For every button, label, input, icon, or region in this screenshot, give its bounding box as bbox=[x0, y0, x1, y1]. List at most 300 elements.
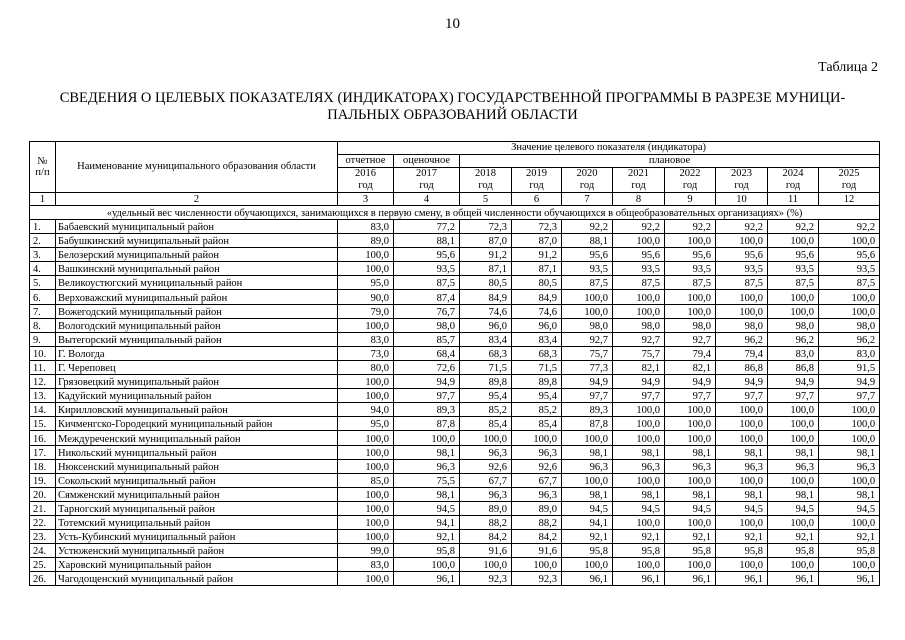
indicator-value: 77,2 bbox=[394, 220, 460, 234]
document-title bbox=[30, 90, 875, 124]
indicator-value: 96,0 bbox=[512, 318, 562, 332]
indicator-value: 100,0 bbox=[665, 417, 716, 431]
indicator-value: 100,0 bbox=[665, 515, 716, 529]
indicator-value: 95,6 bbox=[716, 248, 768, 262]
indicator-value: 67,7 bbox=[460, 473, 512, 487]
indicator-value: 96,1 bbox=[562, 572, 613, 586]
indicator-value: 96,3 bbox=[716, 459, 768, 473]
indicator-value: 89,0 bbox=[338, 234, 394, 248]
indicator-value: 93,5 bbox=[394, 262, 460, 276]
indicator-value: 100,0 bbox=[716, 417, 768, 431]
indicator-value: 92,2 bbox=[768, 220, 819, 234]
indicator-value: 99,0 bbox=[338, 544, 394, 558]
indicator-value: 100,0 bbox=[562, 473, 613, 487]
indicator-value: 79,4 bbox=[665, 346, 716, 360]
indicator-value: 98,1 bbox=[716, 487, 768, 501]
indicator-value: 100,0 bbox=[338, 572, 394, 586]
indicator-value: 91,2 bbox=[460, 248, 512, 262]
row-number: 12. bbox=[30, 375, 56, 389]
indicator-value: 92,1 bbox=[562, 530, 613, 544]
column-number: 4 bbox=[394, 193, 460, 206]
indicator-value: 100,0 bbox=[562, 558, 613, 572]
row-number: 14. bbox=[30, 403, 56, 417]
indicator-value: 98,0 bbox=[562, 318, 613, 332]
column-number: 3 bbox=[338, 193, 394, 206]
indicator-value: 100,0 bbox=[768, 403, 819, 417]
indicator-value: 100,0 bbox=[665, 558, 716, 572]
indicator-value: 94,9 bbox=[394, 375, 460, 389]
row-number: 1. bbox=[30, 220, 56, 234]
indicator-value: 91,6 bbox=[512, 544, 562, 558]
indicator-value: 86,8 bbox=[716, 360, 768, 374]
indicator-value: 92,3 bbox=[512, 572, 562, 586]
row-number: 19. bbox=[30, 473, 56, 487]
year-value: 2016 bbox=[355, 168, 376, 179]
indicator-value: 84,9 bbox=[460, 290, 512, 304]
indicator-value: 93,5 bbox=[768, 262, 819, 276]
planned-header: плановое bbox=[460, 155, 880, 168]
indicator-value: 98,1 bbox=[768, 445, 819, 459]
indicator-value: 96,2 bbox=[768, 332, 819, 346]
indicator-value: 83,0 bbox=[338, 332, 394, 346]
indicator-value: 94,5 bbox=[394, 501, 460, 515]
municipality-name: Тарногский муниципальный район bbox=[56, 501, 338, 515]
municipality-name: Устюженский муниципальный район bbox=[56, 544, 338, 558]
municipality-name: Чагодощенский муниципальный район bbox=[56, 572, 338, 586]
indicator-value: 100,0 bbox=[338, 318, 394, 332]
column-number: 6 bbox=[512, 193, 562, 206]
column-number: 12 bbox=[819, 193, 880, 206]
indicator-value: 100,0 bbox=[716, 234, 768, 248]
indicator-value: 89,3 bbox=[394, 403, 460, 417]
indicator-value: 83,0 bbox=[338, 220, 394, 234]
table-row bbox=[30, 487, 880, 501]
indicator-value: 100,0 bbox=[512, 431, 562, 445]
indicator-value: 100,0 bbox=[562, 304, 613, 318]
indicator-value: 79,0 bbox=[338, 304, 394, 318]
table-row bbox=[30, 220, 880, 234]
year-value: 2019 bbox=[526, 168, 547, 179]
municipality-name: Сямженский муниципальный район bbox=[56, 487, 338, 501]
table-row bbox=[30, 445, 880, 459]
indicator-value: 96,3 bbox=[460, 487, 512, 501]
indicator-value: 94,9 bbox=[613, 375, 665, 389]
indicator-value: 89,3 bbox=[562, 403, 613, 417]
indicator-value: 98,0 bbox=[819, 318, 880, 332]
indicator-value: 96,2 bbox=[716, 332, 768, 346]
indicator-value: 97,7 bbox=[394, 389, 460, 403]
municipality-name: Вашкинский муниципальный район bbox=[56, 262, 338, 276]
indicator-value: 95,0 bbox=[338, 276, 394, 290]
year-word: год bbox=[734, 180, 749, 191]
table-row bbox=[30, 473, 880, 487]
indicator-value: 96,3 bbox=[460, 445, 512, 459]
indicator-value: 87,5 bbox=[768, 276, 819, 290]
indicator-value: 92,2 bbox=[562, 220, 613, 234]
indicator-value: 98,1 bbox=[768, 487, 819, 501]
table-row bbox=[30, 346, 880, 360]
indicator-value: 100,0 bbox=[665, 304, 716, 318]
row-number: 8. bbox=[30, 318, 56, 332]
indicator-value: 100,0 bbox=[338, 445, 394, 459]
indicator-value: 91,5 bbox=[819, 360, 880, 374]
indicator-value: 100,0 bbox=[768, 515, 819, 529]
indicator-value: 85,7 bbox=[394, 332, 460, 346]
indicator-value: 92,2 bbox=[613, 220, 665, 234]
indicator-value: 96,3 bbox=[613, 459, 665, 473]
indicator-value: 85,0 bbox=[338, 473, 394, 487]
indicator-value: 92,2 bbox=[819, 220, 880, 234]
municipality-name: Вожегодский муниципальный район bbox=[56, 304, 338, 318]
indicator-value: 80,5 bbox=[460, 276, 512, 290]
year-header-2016 bbox=[338, 168, 394, 193]
indicator-value: 93,5 bbox=[716, 262, 768, 276]
indicator-value: 95,6 bbox=[394, 248, 460, 262]
table-row bbox=[30, 360, 880, 374]
table-row bbox=[30, 417, 880, 431]
indicator-value: 75,7 bbox=[613, 346, 665, 360]
indicator-value: 88,1 bbox=[562, 234, 613, 248]
name-column-header: Наименование муниципального образования области bbox=[56, 142, 338, 193]
year-header-2025 bbox=[819, 168, 880, 193]
indicator-value: 80,5 bbox=[512, 276, 562, 290]
indicator-value: 96,3 bbox=[768, 459, 819, 473]
indicator-value: 92,1 bbox=[819, 530, 880, 544]
indicator-value: 96,3 bbox=[665, 459, 716, 473]
indicator-value: 92,1 bbox=[716, 530, 768, 544]
indicator-value: 100,0 bbox=[338, 375, 394, 389]
column-number: 7 bbox=[562, 193, 613, 206]
indicator-value: 72,3 bbox=[460, 220, 512, 234]
indicator-value: 98,1 bbox=[394, 445, 460, 459]
indicator-value: 87,8 bbox=[394, 417, 460, 431]
table-row bbox=[30, 530, 880, 544]
indicator-value: 100,0 bbox=[768, 234, 819, 248]
num-column-header: № п/п bbox=[30, 142, 56, 193]
indicator-value: 68,3 bbox=[460, 346, 512, 360]
year-header-2024 bbox=[768, 168, 819, 193]
row-number: 3. bbox=[30, 248, 56, 262]
indicator-value: 96,3 bbox=[394, 459, 460, 473]
indicator-value: 98,1 bbox=[665, 445, 716, 459]
indicator-value: 87,0 bbox=[512, 234, 562, 248]
row-number: 17. bbox=[30, 445, 56, 459]
row-number: 25. bbox=[30, 558, 56, 572]
title-line-2: ПАЛЬНЫХ ОБРАЗОВАНИЙ ОБЛАСТИ bbox=[327, 107, 578, 123]
indicator-value: 98,0 bbox=[665, 318, 716, 332]
indicator-value: 100,0 bbox=[716, 304, 768, 318]
indicator-value: 100,0 bbox=[613, 234, 665, 248]
column-number: 2 bbox=[56, 193, 338, 206]
table-row bbox=[30, 318, 880, 332]
indicator-value: 94,0 bbox=[338, 403, 394, 417]
indicator-value: 85,4 bbox=[512, 417, 562, 431]
indicator-value: 68,4 bbox=[394, 346, 460, 360]
table-row bbox=[30, 304, 880, 318]
indicator-value: 94,9 bbox=[768, 375, 819, 389]
year-value: 2025 bbox=[838, 168, 860, 179]
indicator-value: 87,1 bbox=[512, 262, 562, 276]
year-word: год bbox=[841, 180, 857, 191]
indicator-value: 100,0 bbox=[716, 473, 768, 487]
indicator-value: 100,0 bbox=[394, 431, 460, 445]
year-word: год bbox=[682, 180, 698, 191]
indicator-value: 87,1 bbox=[460, 262, 512, 276]
indicator-value: 88,2 bbox=[460, 515, 512, 529]
row-number: 10. bbox=[30, 346, 56, 360]
year-word: год bbox=[419, 180, 434, 191]
indicator-value: 100,0 bbox=[460, 558, 512, 572]
indicator-value: 98,0 bbox=[394, 318, 460, 332]
indicator-value: 94,5 bbox=[665, 501, 716, 515]
indicator-value: 96,2 bbox=[819, 332, 880, 346]
indicator-value: 100,0 bbox=[613, 290, 665, 304]
indicator-value: 100,0 bbox=[665, 234, 716, 248]
indicator-value: 100,0 bbox=[819, 558, 880, 572]
indicator-value: 100,0 bbox=[768, 558, 819, 572]
column-number: 10 bbox=[716, 193, 768, 206]
indicator-value: 87,5 bbox=[394, 276, 460, 290]
year-value: 2024 bbox=[782, 168, 804, 179]
indicator-value: 100,0 bbox=[562, 290, 613, 304]
indicator-value: 93,5 bbox=[562, 262, 613, 276]
indicator-value: 98,1 bbox=[562, 445, 613, 459]
indicator-value: 100,0 bbox=[768, 431, 819, 445]
column-number: 11 bbox=[768, 193, 819, 206]
indicator-value: 100,0 bbox=[819, 403, 880, 417]
indicator-value: 100,0 bbox=[613, 431, 665, 445]
municipality-name: Никольский муниципальный район bbox=[56, 445, 338, 459]
row-number: 16. bbox=[30, 431, 56, 445]
year-word: год bbox=[631, 180, 646, 191]
indicator-value: 100,0 bbox=[338, 389, 394, 403]
indicator-value: 96,3 bbox=[512, 487, 562, 501]
indicator-value: 74,6 bbox=[460, 304, 512, 318]
indicator-value: 87,4 bbox=[394, 290, 460, 304]
indicator-value: 100,0 bbox=[819, 304, 880, 318]
indicator-value: 100,0 bbox=[338, 530, 394, 544]
indicator-value: 87,5 bbox=[613, 276, 665, 290]
row-number: 2. bbox=[30, 234, 56, 248]
indicator-value: 95,6 bbox=[562, 248, 613, 262]
indicator-value: 96,1 bbox=[613, 572, 665, 586]
indicator-value: 86,8 bbox=[768, 360, 819, 374]
indicator-value: 100,0 bbox=[338, 262, 394, 276]
year-value: 2021 bbox=[628, 168, 649, 179]
indicator-value: 98,1 bbox=[665, 487, 716, 501]
year-header-2018 bbox=[460, 168, 512, 193]
indicator-value: 100,0 bbox=[338, 248, 394, 262]
table-row bbox=[30, 290, 880, 304]
indicator-value: 100,0 bbox=[512, 558, 562, 572]
indicator-value: 76,7 bbox=[394, 304, 460, 318]
indicator-value: 89,8 bbox=[512, 375, 562, 389]
indicator-value: 92,1 bbox=[768, 530, 819, 544]
year-word: год bbox=[358, 180, 373, 191]
indicator-value: 97,7 bbox=[562, 389, 613, 403]
indicator-value: 77,3 bbox=[562, 360, 613, 374]
indicator-value: 89,0 bbox=[460, 501, 512, 515]
indicator-value: 87,8 bbox=[562, 417, 613, 431]
title-line-1: СВЕДЕНИЯ О ЦЕЛЕВЫХ ПОКАЗАТЕЛЯХ (ИНДИКАТОРАХ) ГОСУДАРСТВЕННОЙ ПРОГРАММЫ В РАЗРЕЗЕ МУНИЦИ- bbox=[59, 90, 846, 106]
indicator-value: 95,8 bbox=[613, 544, 665, 558]
indicator-value: 87,5 bbox=[562, 276, 613, 290]
indicator-value: 94,9 bbox=[665, 375, 716, 389]
column-number: 5 bbox=[460, 193, 512, 206]
municipality-name: Белозерский муниципальный район bbox=[56, 248, 338, 262]
indicator-value: 71,5 bbox=[512, 360, 562, 374]
indicator-value: 100,0 bbox=[562, 431, 613, 445]
year-header-2019 bbox=[512, 168, 562, 193]
indicator-value: 100,0 bbox=[716, 558, 768, 572]
row-number: 15. bbox=[30, 417, 56, 431]
indicator-value: 96,3 bbox=[512, 445, 562, 459]
row-number: 18. bbox=[30, 459, 56, 473]
indicator-value: 96,1 bbox=[716, 572, 768, 586]
municipality-name: Грязовецкий муниципальный район bbox=[56, 375, 338, 389]
year-value: 2023 bbox=[731, 168, 752, 179]
indicator-value: 100,0 bbox=[613, 417, 665, 431]
indicator-value: 83,0 bbox=[338, 558, 394, 572]
municipality-name: Харовский муниципальный район bbox=[56, 558, 338, 572]
indicator-value: 100,0 bbox=[613, 403, 665, 417]
indicator-value: 100,0 bbox=[338, 501, 394, 515]
municipality-name: Кичменгско-Городецкий муниципальный район bbox=[56, 417, 338, 431]
indicator-value: 100,0 bbox=[716, 515, 768, 529]
municipality-name: Сокольский муниципальный район bbox=[56, 473, 338, 487]
page-number: 10 bbox=[445, 16, 460, 32]
table-row bbox=[30, 276, 880, 290]
estimated-header: оценочное bbox=[394, 155, 460, 168]
indicator-value: 92,6 bbox=[460, 459, 512, 473]
indicator-value: 96,1 bbox=[768, 572, 819, 586]
municipality-name: Вытегорский муниципальный район bbox=[56, 332, 338, 346]
row-number: 13. bbox=[30, 389, 56, 403]
indicator-value: 92,7 bbox=[665, 332, 716, 346]
indicator-value: 98,0 bbox=[613, 318, 665, 332]
indicator-value: 73,0 bbox=[338, 346, 394, 360]
indicator-value: 87,5 bbox=[819, 276, 880, 290]
indicator-value: 93,5 bbox=[613, 262, 665, 276]
indicator-row bbox=[30, 206, 880, 220]
table-row bbox=[30, 501, 880, 515]
indicator-value: 100,0 bbox=[768, 290, 819, 304]
indicator-value: 85,2 bbox=[512, 403, 562, 417]
indicator-value: 100,0 bbox=[665, 431, 716, 445]
indicator-value: 100,0 bbox=[665, 403, 716, 417]
indicator-value: 92,1 bbox=[394, 530, 460, 544]
indicator-value: 92,2 bbox=[665, 220, 716, 234]
indicator-value: 100,0 bbox=[768, 304, 819, 318]
indicator-value: 84,2 bbox=[512, 530, 562, 544]
year-header-2021 bbox=[613, 168, 665, 193]
indicator-value: 100,0 bbox=[819, 431, 880, 445]
indicator-value: 100,0 bbox=[613, 304, 665, 318]
indicator-value: 98,1 bbox=[716, 445, 768, 459]
table-row bbox=[30, 332, 880, 346]
indicator-value: 94,5 bbox=[562, 501, 613, 515]
municipality-name: Вологодский муниципальный район bbox=[56, 318, 338, 332]
municipality-name: Кирилловский муниципальный район bbox=[56, 403, 338, 417]
indicator-value: 92,2 bbox=[716, 220, 768, 234]
indicator-value: 98,1 bbox=[394, 487, 460, 501]
indicator-value: 89,0 bbox=[512, 501, 562, 515]
indicator-value: 100,0 bbox=[338, 487, 394, 501]
indicator-value: 100,0 bbox=[819, 473, 880, 487]
indicator-value: 94,5 bbox=[613, 501, 665, 515]
table-row bbox=[30, 262, 880, 276]
indicator-value: 100,0 bbox=[665, 473, 716, 487]
row-number: 22. bbox=[30, 515, 56, 529]
year-value: 2020 bbox=[576, 168, 598, 179]
indicator-value: 95,4 bbox=[460, 389, 512, 403]
indicator-value: 74,6 bbox=[512, 304, 562, 318]
indicator-value: 92,7 bbox=[562, 332, 613, 346]
year-header-2017 bbox=[394, 168, 460, 193]
indicator-value: 92,6 bbox=[512, 459, 562, 473]
indicator-value: 83,4 bbox=[460, 332, 512, 346]
indicator-value: 94,5 bbox=[819, 501, 880, 515]
indicator-value: 95,8 bbox=[768, 544, 819, 558]
indicator-value: 97,7 bbox=[819, 389, 880, 403]
indicator-value: 100,0 bbox=[338, 431, 394, 445]
indicator-value: 93,5 bbox=[665, 262, 716, 276]
municipality-name: Тотемский муниципальный район bbox=[56, 515, 338, 529]
indicator-value: 100,0 bbox=[613, 515, 665, 529]
indicator-value: 84,2 bbox=[460, 530, 512, 544]
indicator-value: 95,6 bbox=[819, 248, 880, 262]
indicator-value: 80,0 bbox=[338, 360, 394, 374]
year-header-2023 bbox=[716, 168, 768, 193]
indicator-value: 95,8 bbox=[716, 544, 768, 558]
indicator-value: 94,9 bbox=[819, 375, 880, 389]
indicator-value: 67,7 bbox=[512, 473, 562, 487]
row-number: 20. bbox=[30, 487, 56, 501]
year-value: 2018 bbox=[475, 168, 496, 179]
indicator-value: 96,1 bbox=[394, 572, 460, 586]
indicator-value: 94,5 bbox=[716, 501, 768, 515]
indicator-value: 92,1 bbox=[613, 530, 665, 544]
table-row bbox=[30, 459, 880, 473]
indicator-value: 100,0 bbox=[394, 558, 460, 572]
indicator-value: 96,0 bbox=[460, 318, 512, 332]
table-row bbox=[30, 248, 880, 262]
indicator-value: 97,7 bbox=[613, 389, 665, 403]
indicator-value: 100,0 bbox=[768, 473, 819, 487]
indicator-value: 89,8 bbox=[460, 375, 512, 389]
indicator-value: 83,0 bbox=[819, 346, 880, 360]
indicator-value: 100,0 bbox=[613, 473, 665, 487]
year-word: год bbox=[785, 180, 801, 191]
municipality-name: Междуреченский муниципальный район bbox=[56, 431, 338, 445]
municipality-name: Бабушкинский муниципальный район bbox=[56, 234, 338, 248]
table-row bbox=[30, 431, 880, 445]
table-row bbox=[30, 403, 880, 417]
indicator-value: 97,7 bbox=[716, 389, 768, 403]
indicator-value: 94,5 bbox=[768, 501, 819, 515]
row-number: 6. bbox=[30, 290, 56, 304]
indicator-value: 97,7 bbox=[665, 389, 716, 403]
row-number: 11. bbox=[30, 360, 56, 374]
indicator-value: 98,1 bbox=[613, 487, 665, 501]
indicator-value: 96,3 bbox=[562, 459, 613, 473]
indicator-value: 97,7 bbox=[768, 389, 819, 403]
municipality-name: Верховажский муниципальный район bbox=[56, 290, 338, 304]
row-number: 9. bbox=[30, 332, 56, 346]
indicator-value: 85,4 bbox=[460, 417, 512, 431]
year-header-2022 bbox=[665, 168, 716, 193]
indicator-value: 82,1 bbox=[613, 360, 665, 374]
